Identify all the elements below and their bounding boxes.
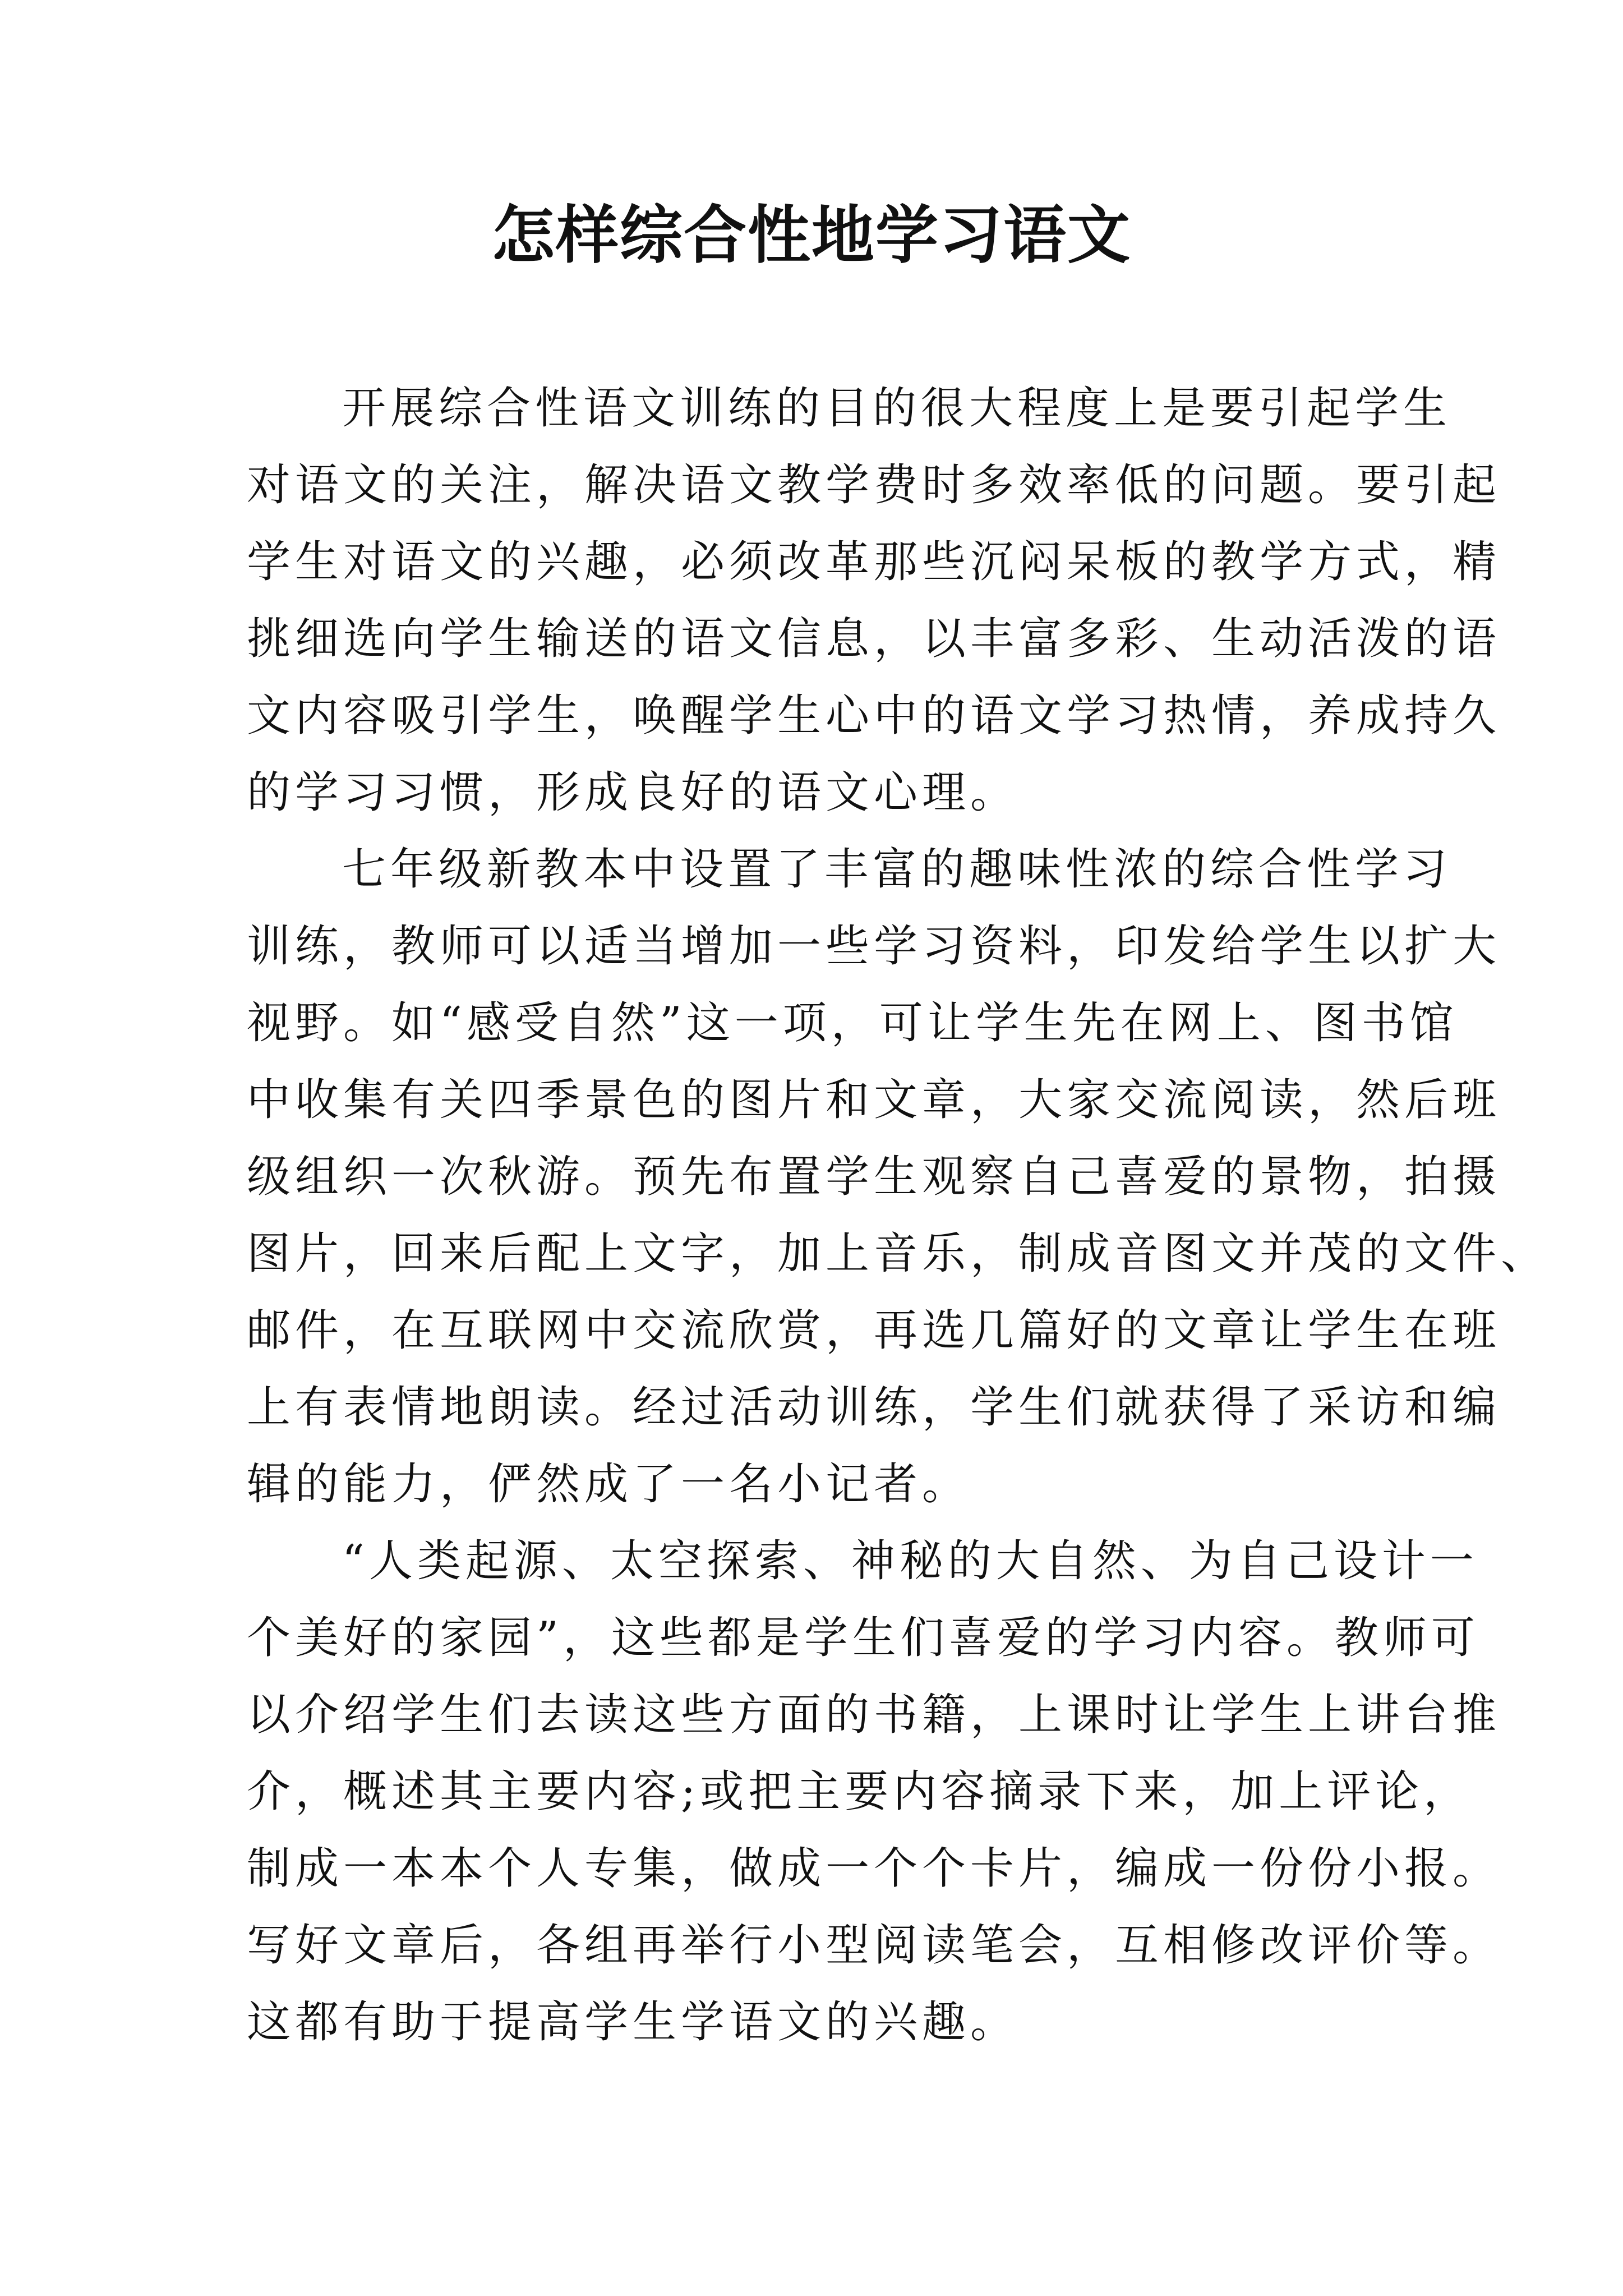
text-line: 图片，回来后配上文字，加上音乐，制成音图文并茂的文件、	[247, 1228, 1550, 1279]
text-line: 以介绍学生们去读这些方面的书籍，上课时让学生上讲台推	[247, 1690, 1501, 1740]
text-line: “人类起源、太空探索、神秘的大自然、为自己设计一	[342, 1536, 1478, 1586]
paragraph-3	[247, 1523, 1501, 2061]
text-line: 训练，教师可以适当增加一些学习资料，印发给学生以扩大	[247, 921, 1501, 972]
text-line: 个美好的家园”，这些都是学生们喜爱的学习内容。教师可	[247, 1613, 1479, 1663]
text-line: 学生对语文的兴趣，必须改革那些沉闷呆板的教学方式，精	[247, 537, 1501, 587]
text-line: 写好文章后，各组再举行小型阅读笔会，互相修改评价等。	[247, 1920, 1501, 1971]
document-title: 怎样综合性地学习语文	[492, 199, 1131, 272]
text-line: 七年级新教本中设置了丰富的趣味性浓的综合性学习	[342, 844, 1452, 895]
text-line: 辑的能力，俨然成了一名小记者。	[247, 1459, 971, 1510]
text-line: 制成一本本个人专集，做成一个个卡片，编成一份份小报。	[247, 1843, 1501, 1894]
text-line: 级组织一次秋游。预先布置学生观察自己喜爱的景物，拍摄	[247, 1152, 1501, 1202]
text-line: 文内容吸引学生，唤醒学生心中的语文学习热情，养成持久	[247, 691, 1501, 741]
text-line: 视野。如“感受自然”这一项，可让学生先在网上、图书馆	[247, 998, 1458, 1048]
text-line: 这都有助于提高学生学语文的兴趣。	[247, 1997, 1019, 2047]
text-line: 对语文的关注，解决语文教学费时多效率低的问题。要引起	[247, 460, 1501, 510]
document-body	[247, 370, 1550, 2061]
text-line: 开展综合性语文训练的目的很大程度上是要引起学生	[342, 383, 1452, 434]
paragraph-1	[247, 370, 1501, 831]
text-line: 挑细选向学生输送的语文信息，以丰富多彩、生动活泼的语	[247, 614, 1501, 664]
text-line: 介，概述其主要内容;或把主要内容摘录下来，加上评论，	[247, 1766, 1472, 1817]
text-line: 邮件，在互联网中交流欣赏，再选几篇好的文章让学生在班	[247, 1305, 1501, 1356]
paragraph-2	[247, 831, 1550, 1523]
text-line: 的学习习惯，形成良好的语文心理。	[247, 767, 1019, 818]
text-line: 上有表情地朗读。经过活动训练，学生们就获得了采访和编	[247, 1382, 1501, 1433]
text-line: 中收集有关四季景色的图片和文章，大家交流阅读，然后班	[247, 1075, 1501, 1125]
